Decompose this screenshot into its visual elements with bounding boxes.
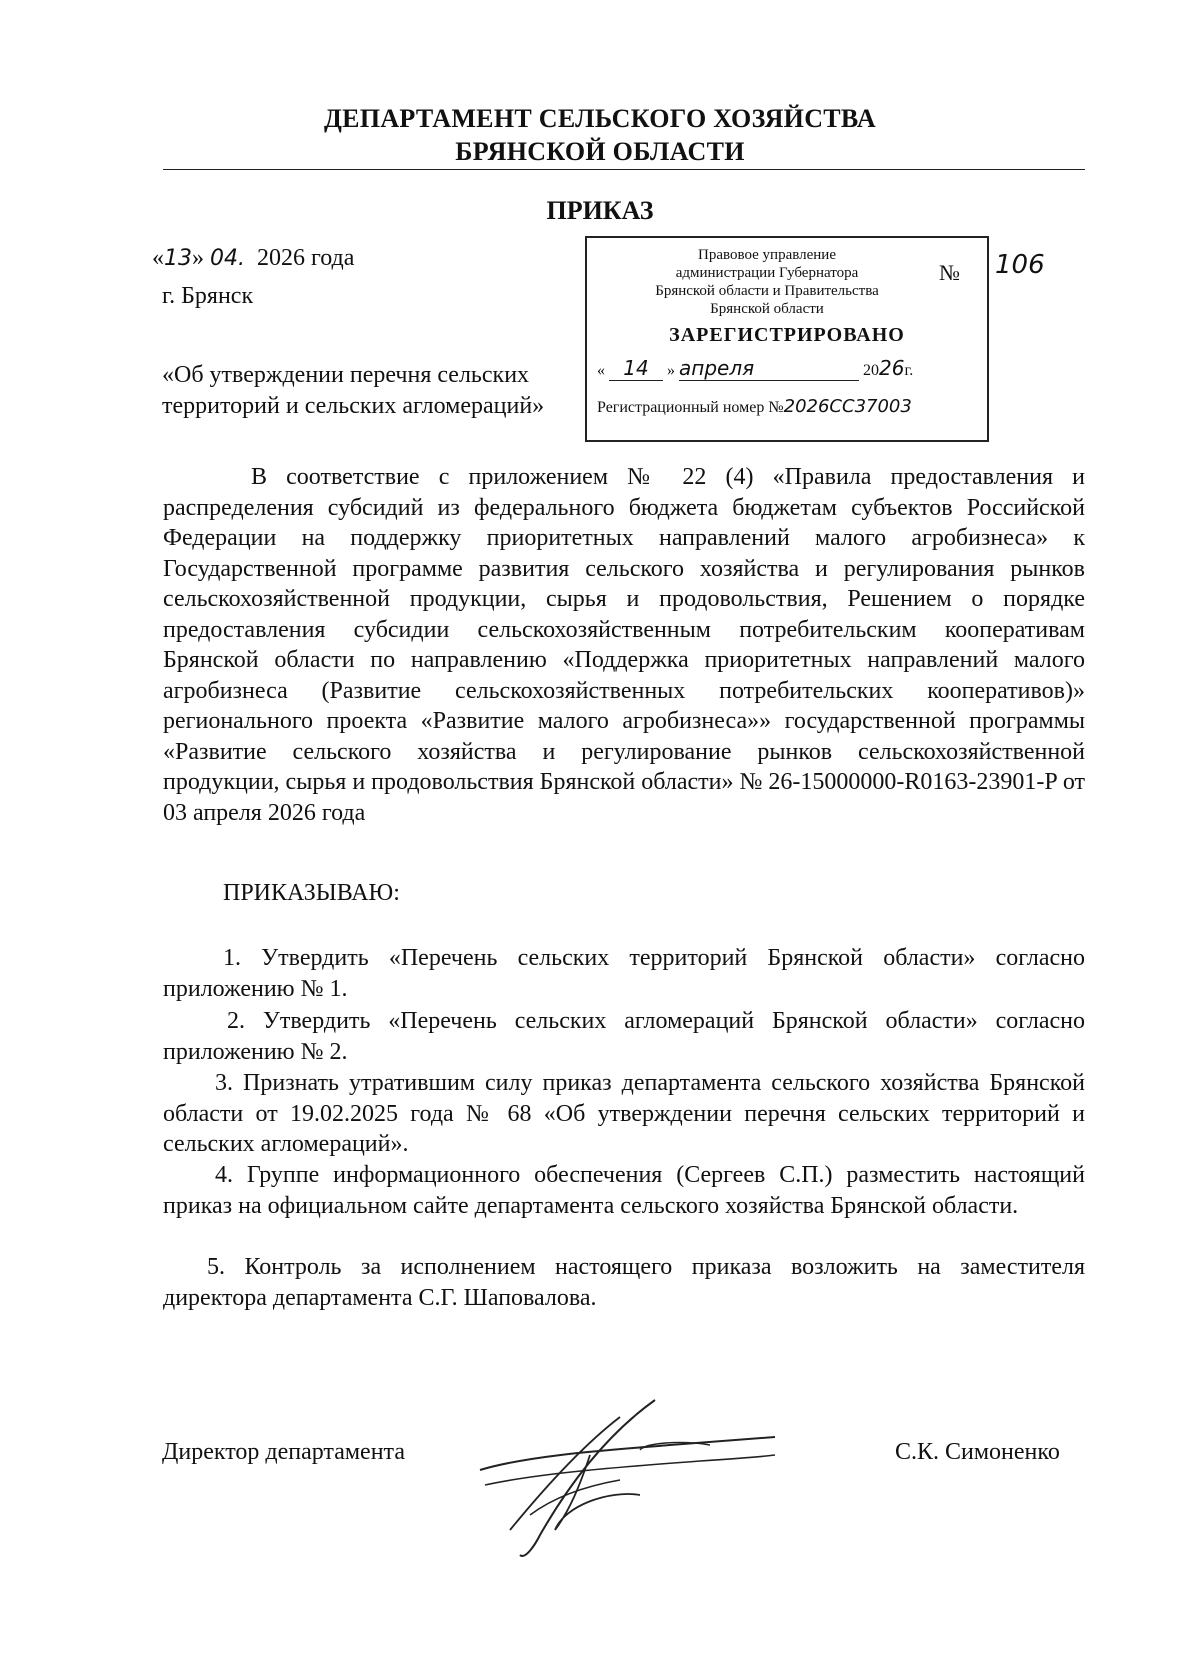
department-name-line2: БРЯНСКОЙ ОБЛАСТИ xyxy=(455,137,745,166)
stamp-reg-number-handwritten: 2026СС37003 xyxy=(783,396,912,417)
header-divider xyxy=(163,169,1085,170)
order-date xyxy=(152,245,354,272)
preamble-text: В соответствие с приложением № 22 (4) «Правила предоставления и распределения субсидий из федерального бюджета бюджетам субъектов Российской Федерации на поддержку приоритетных направлений малого агробизнеса» к Государственной программе развития сельского хозяйства и регулирования рынков сельскохозяйственной продукции, сырья и продовольствия, Решением о порядке предоставления субсидии сельскохозяйственным потребительским кооперативам Брянской области по направлению «Поддержка приоритетных направлений малого агробизнеса (Развитие сельскохозяйственных потребительских кооперативов)» регионального проекта «Развитие малого агробизнеса»» государственной программы «Развитие сельского хозяйства и регулирование рынков сельскохозяйственной продукции, сырья и продовольствия Брянской области» № 26-15000000-R0163-23901-P от 03 апреля 2026 года xyxy=(163,464,1085,826)
stamp-authority-line2: администрации Губернатора xyxy=(675,265,859,281)
order-item-3: 3. Признать утратившим силу приказ департамента сельского хозяйства Брянской области от 19.02.2025 года № 68 «Об утверждении перечня сельских территорий и сельских агломераций». xyxy=(163,1070,1085,1157)
date-close-quote: » xyxy=(192,245,204,271)
signatory-position: Директор департамента xyxy=(162,1439,405,1465)
signatory-name: С.К. Симоненко xyxy=(895,1439,1060,1465)
stamp-authority-line4: Брянской области xyxy=(710,301,824,317)
stamp-reg-number-label: Регистрационный номер № xyxy=(597,399,784,416)
stamp-number-sign: № xyxy=(939,260,960,285)
stamp-year-handwritten: 26 xyxy=(879,356,905,380)
order-item-2: 2. Утвердить «Перечень сельских агломераций Брянской области» согласно приложению № 2. xyxy=(163,1008,1085,1065)
order-item-1: 1. Утвердить «Перечень сельских территорий Брянской области» согласно приложению № 1. xyxy=(163,945,1085,1002)
date-year: 2026 года xyxy=(257,245,355,271)
order-item-5: 5. Контроль за исполнением настоящего приказа возложить на заместителя директора департамента С.Г. Шаповалова. xyxy=(163,1254,1085,1311)
order-number-handwritten: 106 xyxy=(995,250,1045,280)
stamp-year-prefix: 20 xyxy=(863,362,879,379)
stamp-registration-number xyxy=(597,396,912,417)
date-day-handwritten: 13 xyxy=(164,246,192,271)
stamp-month-handwritten: апреля xyxy=(679,356,859,381)
stamp-year-suffix: г. xyxy=(904,362,914,379)
subject-line2: территорий и сельских агломераций» xyxy=(162,393,545,419)
stamp-registration-date xyxy=(597,356,977,381)
preamble xyxy=(163,462,1085,828)
city: г. Брянск xyxy=(162,283,254,309)
stamp-authority-line1: Правовое управление xyxy=(698,247,836,263)
stamp-day-close-quote: » xyxy=(667,362,675,379)
order-subject xyxy=(162,360,587,422)
order-word: ПРИКАЗЫВАЮ: xyxy=(223,880,400,906)
subject-line1: «Об утверждении перечня сельских xyxy=(162,362,530,388)
department-name-line1: ДЕПАРТАМЕНТ СЕЛЬСКОГО ХОЗЯЙСТВА xyxy=(323,104,877,133)
stamp-day-open-quote: « xyxy=(597,362,605,379)
stamp-day-handwritten: 14 xyxy=(609,356,663,381)
handwritten-signature xyxy=(470,1395,790,1565)
registration-stamp xyxy=(585,236,989,442)
order-item-4: 4. Группе информационного обеспечения (Сергеев С.П.) разместить настоящий приказ на официальном сайте департамента сельского хозяйства Брянской области. xyxy=(163,1162,1085,1219)
date-month-handwritten: 04. xyxy=(210,246,245,271)
stamp-authority-line3: Брянской области и Правительства xyxy=(655,283,879,299)
date-open-quote: « xyxy=(152,245,164,271)
stamp-registered: ЗАРЕГИСТРИРОВАНО xyxy=(669,324,905,346)
stamp-authority xyxy=(607,246,927,318)
document-title: ПРИКАЗ xyxy=(546,196,654,225)
